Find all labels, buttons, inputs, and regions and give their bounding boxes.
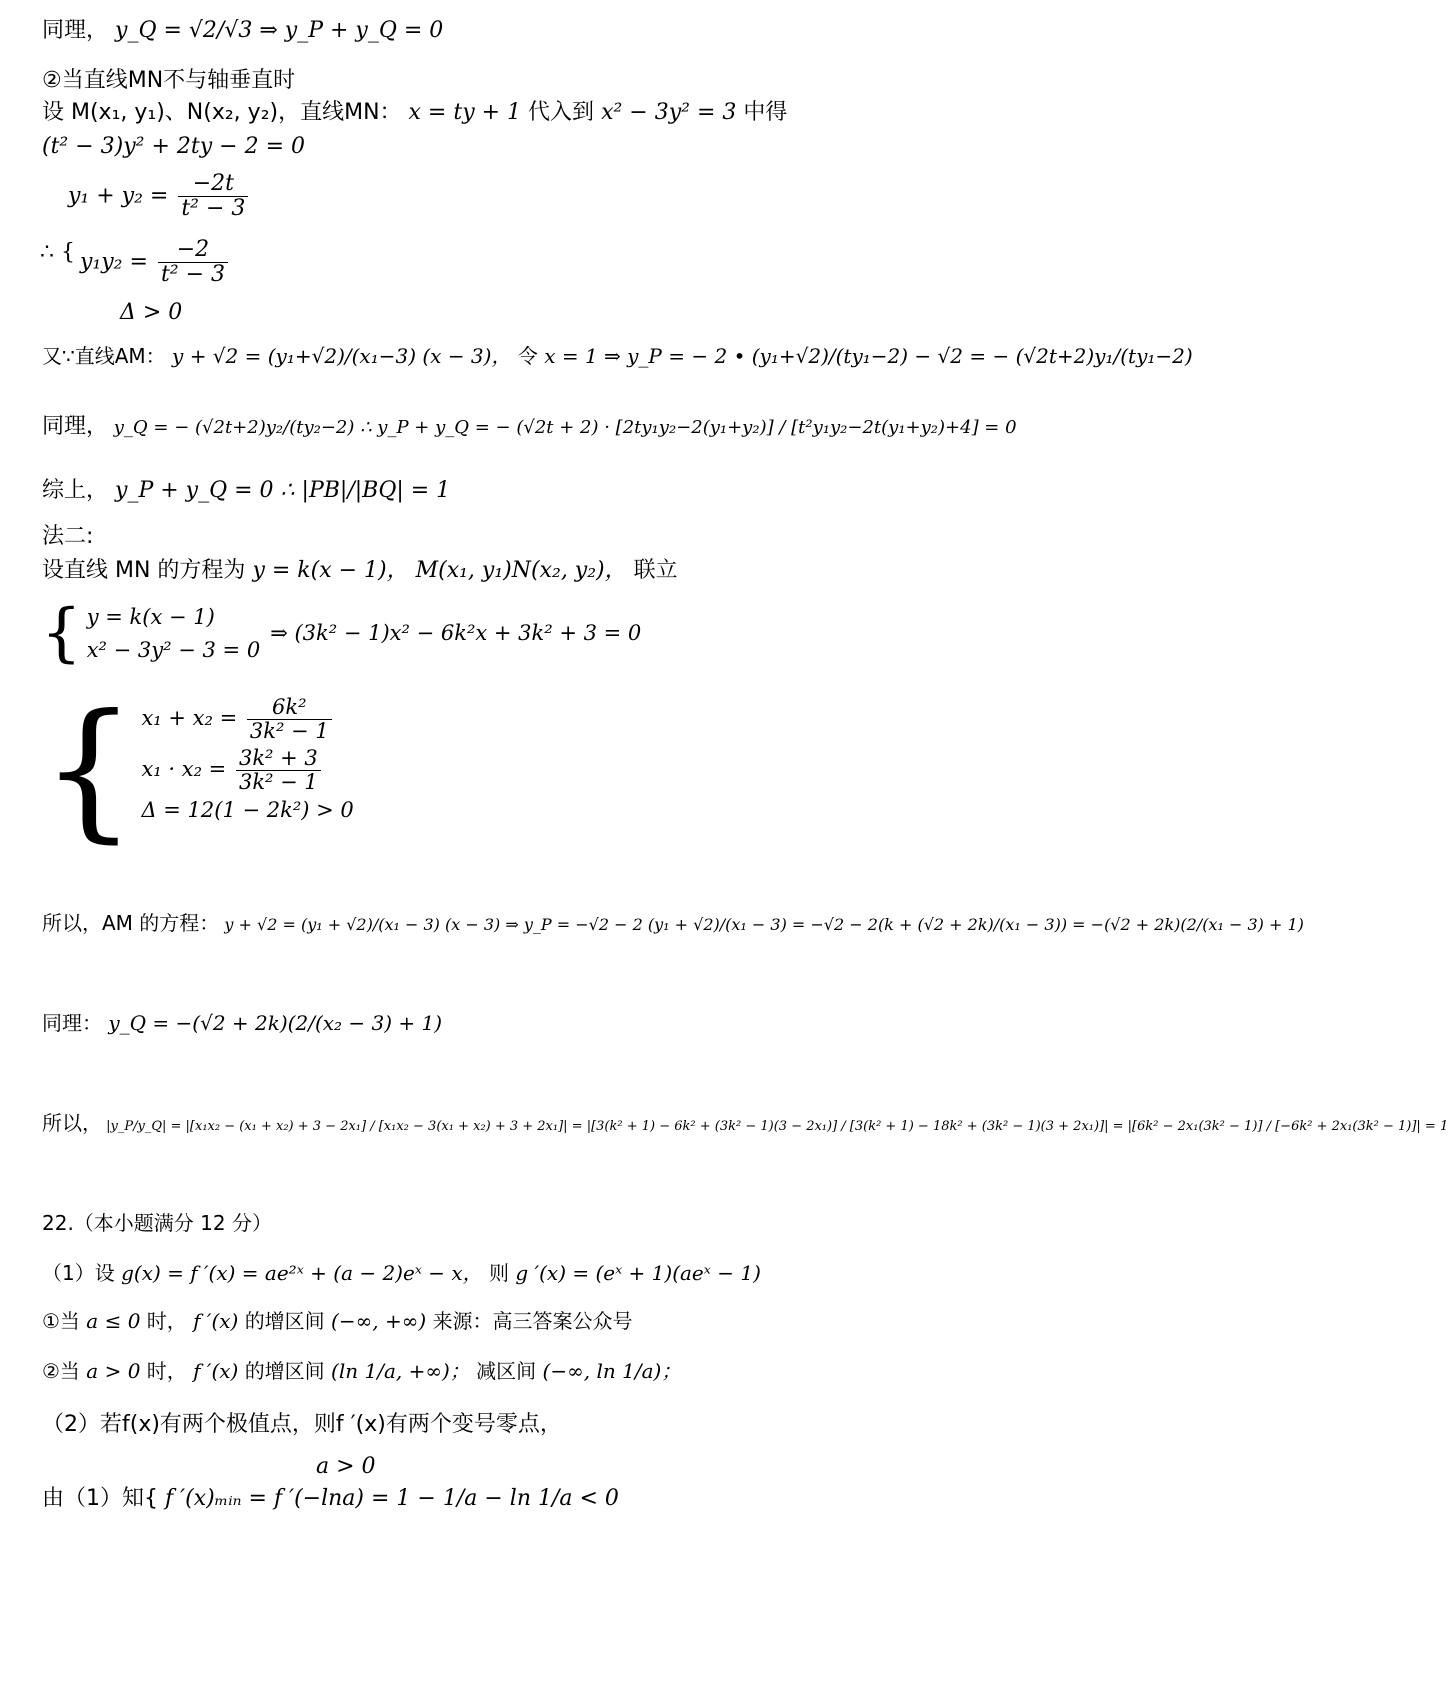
condition: a ≤ 0 xyxy=(86,1309,141,1333)
question-22-heading: 22.（本小题满分 12 分） xyxy=(42,1211,272,1235)
system-2-table xyxy=(40,596,642,670)
text: 令 xyxy=(517,344,538,368)
condition: a > 0 xyxy=(86,1359,141,1383)
label: 所以，AM 的方程： xyxy=(42,911,220,935)
system-2 xyxy=(40,596,642,670)
vieta-sum xyxy=(137,694,357,745)
text: 中得 xyxy=(743,100,788,125)
lhs: x₁ · x₂ = xyxy=(141,757,227,782)
equation: g(x) = f ′(x) = ae²ˣ + (a − 2)eˣ − x， xyxy=(121,1261,483,1285)
left-brace: { xyxy=(41,596,82,670)
text: 联立 xyxy=(633,558,678,583)
line-am xyxy=(42,345,1193,368)
label: 所以， xyxy=(42,1111,102,1135)
line-am-2 xyxy=(42,912,1304,935)
equation: y_Q = − (√2t+2)y₂/(ty₂−2) ∴ y_P + y_Q = − (√2t + 2) · [2ty₁y₂−2(y₁+y₂)] / [t²y₁y₂−2t(y₁+y₂)+4] = 0 xyxy=(113,417,1017,438)
label: 又∵直线AM： xyxy=(42,344,166,368)
part-1 xyxy=(42,1262,761,1285)
denominator: t² − 3 xyxy=(181,196,246,222)
discriminant: Δ = 12(1 − 2k²) > 0 xyxy=(141,798,354,823)
label: 设 M(x₁, y₁)、N(x₂, y₂)，直线MN： xyxy=(42,100,402,125)
source-note: 来源：高三答案公众号 xyxy=(432,1309,633,1333)
denominator: 3k² − 1 xyxy=(249,719,329,744)
numerator: 3k² + 3 xyxy=(236,747,321,771)
denominator: 3k² − 1 xyxy=(238,770,318,795)
equation: y + √2 = (y₁+√2)/(x₁−3) (x − 3)， xyxy=(172,344,512,368)
equation: y = k(x − 1)， M(x₁, y₁)N(x₂, y₂)， xyxy=(252,558,627,583)
label: 同理： xyxy=(42,1011,102,1035)
left-brace: { xyxy=(41,683,137,857)
line-ratio xyxy=(42,1112,1448,1135)
line-yq-2 xyxy=(42,1012,442,1035)
line-3 xyxy=(42,100,787,125)
text: 时， xyxy=(146,1359,187,1383)
text: ①当 xyxy=(42,1309,80,1333)
line-yq xyxy=(42,414,1017,439)
interval-increasing: (ln 1/a, +∞)； xyxy=(331,1359,470,1383)
text: 减区间 xyxy=(476,1359,537,1383)
equation: g ′(x) = (eˣ + 1)(aeˣ − 1) xyxy=(515,1261,761,1285)
spacer xyxy=(137,824,357,846)
line-1 xyxy=(42,18,443,43)
case-1 xyxy=(42,1310,633,1333)
label: （1）设 xyxy=(42,1261,115,1285)
equation: y_Q = √2/√3 ⇒ y_P + y_Q = 0 xyxy=(115,18,444,43)
system-1-b xyxy=(80,238,231,287)
lhs: x₁ + x₂ = xyxy=(141,706,238,731)
system-1-a xyxy=(68,172,251,221)
text: ②当 xyxy=(42,1359,80,1383)
interval-decreasing: (−∞, ln 1/a)； xyxy=(542,1359,682,1383)
lhs: y₁y₂ = xyxy=(80,249,148,275)
line-summary xyxy=(42,478,450,503)
text: 的增区间 xyxy=(244,1359,325,1383)
system-3 xyxy=(40,683,358,857)
label: 同理， xyxy=(42,414,109,439)
system-1-therefore: ∴ { xyxy=(40,240,75,265)
case-2 xyxy=(42,1360,681,1383)
text: 时， xyxy=(146,1309,187,1333)
system-3-table xyxy=(40,683,358,857)
fraction xyxy=(158,238,228,287)
text: 的增区间 xyxy=(244,1309,325,1333)
numerator: −2 xyxy=(158,238,228,263)
line-2: ②当直线MN不与轴垂直时 xyxy=(42,68,296,93)
equation: y_Q = −(√2 + 2k)(2/(x₂ − 3) + 1) xyxy=(108,1011,443,1035)
function: f ′(x) xyxy=(193,1359,239,1383)
method-2-heading: 法二: xyxy=(42,524,94,549)
fraction xyxy=(247,696,332,743)
equation: x² − 3y² = 3 xyxy=(601,100,737,125)
equation: x = 1 ⇒ y_P = − 2 • (y₁+√2)/(ty₁−2) − √2 = − (√2t+2)y₁/(ty₁−2) xyxy=(544,344,1193,368)
equation: |y_P/y_Q| = |[x₁x₂ − (x₁ + x₂) + 3 − 2x₁] / [x₁x₂ − 3(x₁ + x₂) + 3 + 2x₁]| = |[3(k² + 1) − 6k² + (3k² − 1)(3 − 2x₁)] / [3(k² + 1) − 18k² + (3k² − 1)(3 + 2x₁)]| = |[6k² − 2x₁(3k² − 1)] / [−6k² + 2x₁(3k² − 1)]| = 1 xyxy=(106,1119,1448,1134)
method-2-intro xyxy=(42,558,678,583)
equation: f ′(x)ₘᵢₙ = f ′(−lna) = 1 − 1/a − ln 1/a < 0 xyxy=(165,1486,619,1511)
lhs: y₁ + y₂ = xyxy=(68,183,169,209)
system-1-c: Δ > 0 xyxy=(120,300,183,325)
denominator: t² − 3 xyxy=(160,262,226,288)
label: 同理， xyxy=(42,18,109,43)
result: ⇒ (3k² − 1)x² − 6k²x + 3k² + 3 = 0 xyxy=(270,621,642,645)
interval: (−∞, +∞) xyxy=(331,1309,427,1333)
text: 则 xyxy=(489,1261,510,1285)
part-2: （2）若f(x)有两个极值点，则f ′(x)有两个变号零点， xyxy=(42,1412,562,1437)
part-3 xyxy=(42,1486,619,1511)
equation: y + √2 = (y₁ + √2)/(x₁ − 3) (x − 3) ⇒ y_P = −√2 − 2 (y₁ + √2)/(x₁ − 3) = −√2 − 2(k + (√2 + 2k)/(x₁ − 3)) = −(√2 + 2k)(2/(x₁ − 3) + 1) xyxy=(224,915,1304,934)
equation-a: y = k(x − 1) xyxy=(86,604,215,629)
numerator: −2t xyxy=(178,172,248,197)
fraction xyxy=(178,172,248,221)
part-3-condition: a > 0 xyxy=(316,1454,376,1479)
equation: y_P + y_Q = 0 ∴ |PB|/|BQ| = 1 xyxy=(115,478,451,503)
text: 代入到 xyxy=(528,100,595,125)
label: 由（1）知{ xyxy=(42,1486,158,1511)
text: 设直线 MN 的方程为 xyxy=(42,558,246,583)
vieta-product xyxy=(137,745,357,796)
function: f ′(x) xyxy=(193,1309,239,1333)
equation: x = ty + 1 xyxy=(408,100,522,125)
fraction xyxy=(236,747,321,794)
numerator: 6k² xyxy=(247,696,332,720)
equation-b: x² − 3y² − 3 = 0 xyxy=(86,637,261,662)
label: 综上， xyxy=(42,478,109,503)
line-4: (t² − 3)y² + 2ty − 2 = 0 xyxy=(42,134,306,159)
